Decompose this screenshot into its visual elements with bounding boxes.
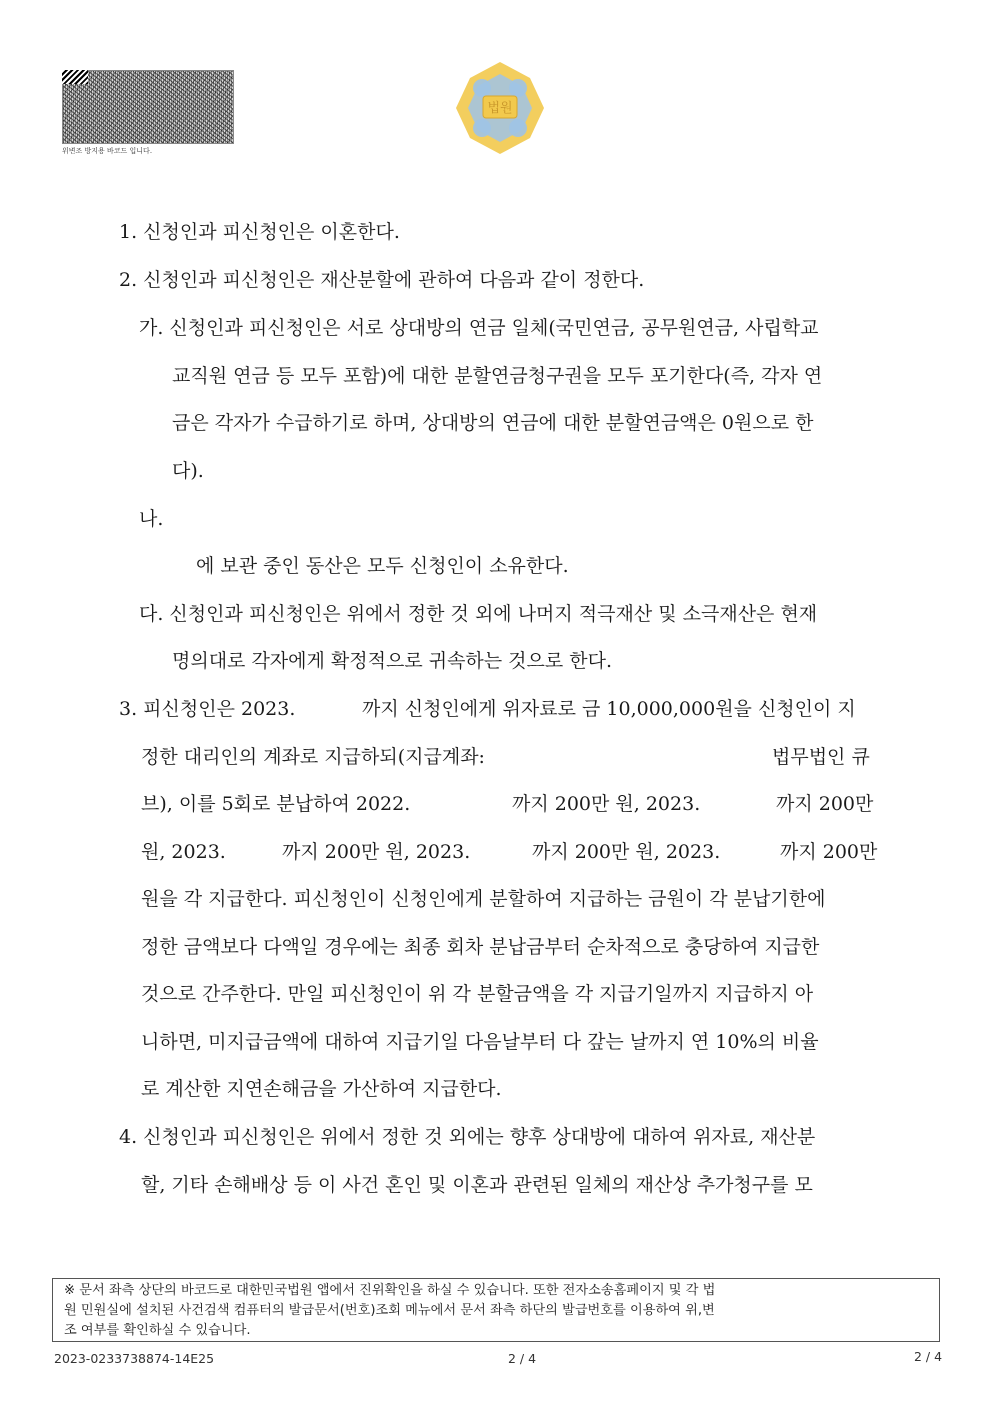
court-emblem (450, 58, 550, 158)
item-2-ga-line-2: 교직원 연금 등 모두 포함)에 대한 분할연금청구권을 모두 포기한다(즉, 각자 연 (172, 365, 823, 387)
item-3-line-3c: 까지 200만 (776, 793, 874, 815)
item-3-line-9: 로 계산한 지연손해금을 가산하여 지급한다. (141, 1078, 502, 1100)
item-3-line-4a: 원, 2023. (141, 841, 226, 863)
barcode-caption: 위변조 방지용 바코드 입니다. (62, 147, 153, 155)
item-2-ga-line-3: 금은 각자가 수급하기로 하며, 상대방의 연금에 대한 분할연금액은 0원으로 한 (172, 412, 814, 434)
item-3-line-4c: 까지 200만 원, 2023. (532, 841, 721, 863)
item-2-da-line-1: 다. 신청인과 피신청인은 위에서 정한 것 외에 나머지 적극재산 및 소극재산은 현재 (139, 603, 818, 625)
item-3-line-2b: 법무법인 큐 (772, 746, 870, 768)
item-3-line-5: 원을 각 지급한다. 피신청인이 신청인에게 분할하여 지급하는 금원이 각 분납기한에 (141, 888, 826, 910)
page-number-right: 2 / 4 (914, 1349, 943, 1364)
item-2-ga-line-4: 다). (172, 460, 204, 482)
item-3-line-4b: 까지 200만 원, 2023. (282, 841, 471, 863)
item-3-line-6: 정한 금액보다 다액일 경우에는 최종 회차 분납금부터 순차적으로 충당하여 지급한 (141, 936, 820, 958)
item-4-line-1: 4. 신청인과 피신청인은 위에서 정한 것 외에는 향후 상대방에 대하여 위자료, 재산분 (119, 1126, 816, 1148)
item-3-line-8: 니하면, 미지급금액에 대하여 지급기일 다음날부터 다 갚는 날까지 연 10%의 비율 (141, 1031, 819, 1053)
barcode-corner-mark (62, 70, 88, 84)
item-3-line-3b: 까지 200만 원, 2023. (512, 793, 701, 815)
page-number-center: 2 / 4 (508, 1351, 537, 1366)
notice-line-3: 조 여부를 확인하실 수 있습니다. (64, 1323, 251, 1338)
item-3-line-3a: 브), 이를 5회로 분납하여 2022. (141, 793, 411, 815)
item-3-line-4d: 까지 200만 (780, 841, 878, 863)
notice-line-2: 원 민원실에 설치된 사건검색 컴퓨터의 발급문서(번호)조회 메뉴에서 문서 좌측 하단의 발급번호를 이용하여 위,변 (64, 1303, 715, 1318)
item-2-na-line-1: 에 보관 중인 동산은 모두 신청인이 소유한다. (196, 555, 569, 577)
item-2-da-line-2: 명의대로 각자에게 확정적으로 귀속하는 것으로 한다. (172, 650, 613, 672)
item-1: 1. 신청인과 피신청인은 이혼한다. (119, 221, 400, 243)
item-3-line-7: 것으로 간주한다. 만일 피신청인이 위 각 분할금액을 각 지급기일까지 지급하지 아 (141, 983, 814, 1005)
emblem-text: 법원 (487, 101, 513, 116)
issue-number: 2023-0233738874-14E25 (54, 1351, 215, 1366)
item-2: 2. 신청인과 피신청인은 재산분할에 관하여 다음과 같이 정한다. (119, 269, 645, 291)
item-4-line-2: 할, 기타 손해배상 등 이 사건 혼인 및 이혼과 관련된 일체의 재산상 추가청구를 모 (141, 1174, 813, 1196)
notice-line-1: ※ 문서 좌측 상단의 바코드로 대한민국법원 앱에서 진위확인을 하실 수 있습니다. 또한 전자소송홈페이지 및 각 법 (64, 1283, 716, 1298)
item-3-line-1a: 3. 피신청인은 2023. (119, 698, 296, 720)
item-3-line-2a: 정한 대리인의 계좌로 지급하되(지급계좌: (141, 746, 485, 768)
item-2-na-label: 나. (139, 508, 164, 530)
item-3-line-1b: 까지 신청인에게 위자료로 금 10,000,000원을 신청인이 지 (362, 698, 856, 720)
item-2-ga-line-1: 가. 신청인과 피신청인은 서로 상대방의 연금 일체(국민연금, 공무원연금, 사립학교 (139, 317, 819, 339)
